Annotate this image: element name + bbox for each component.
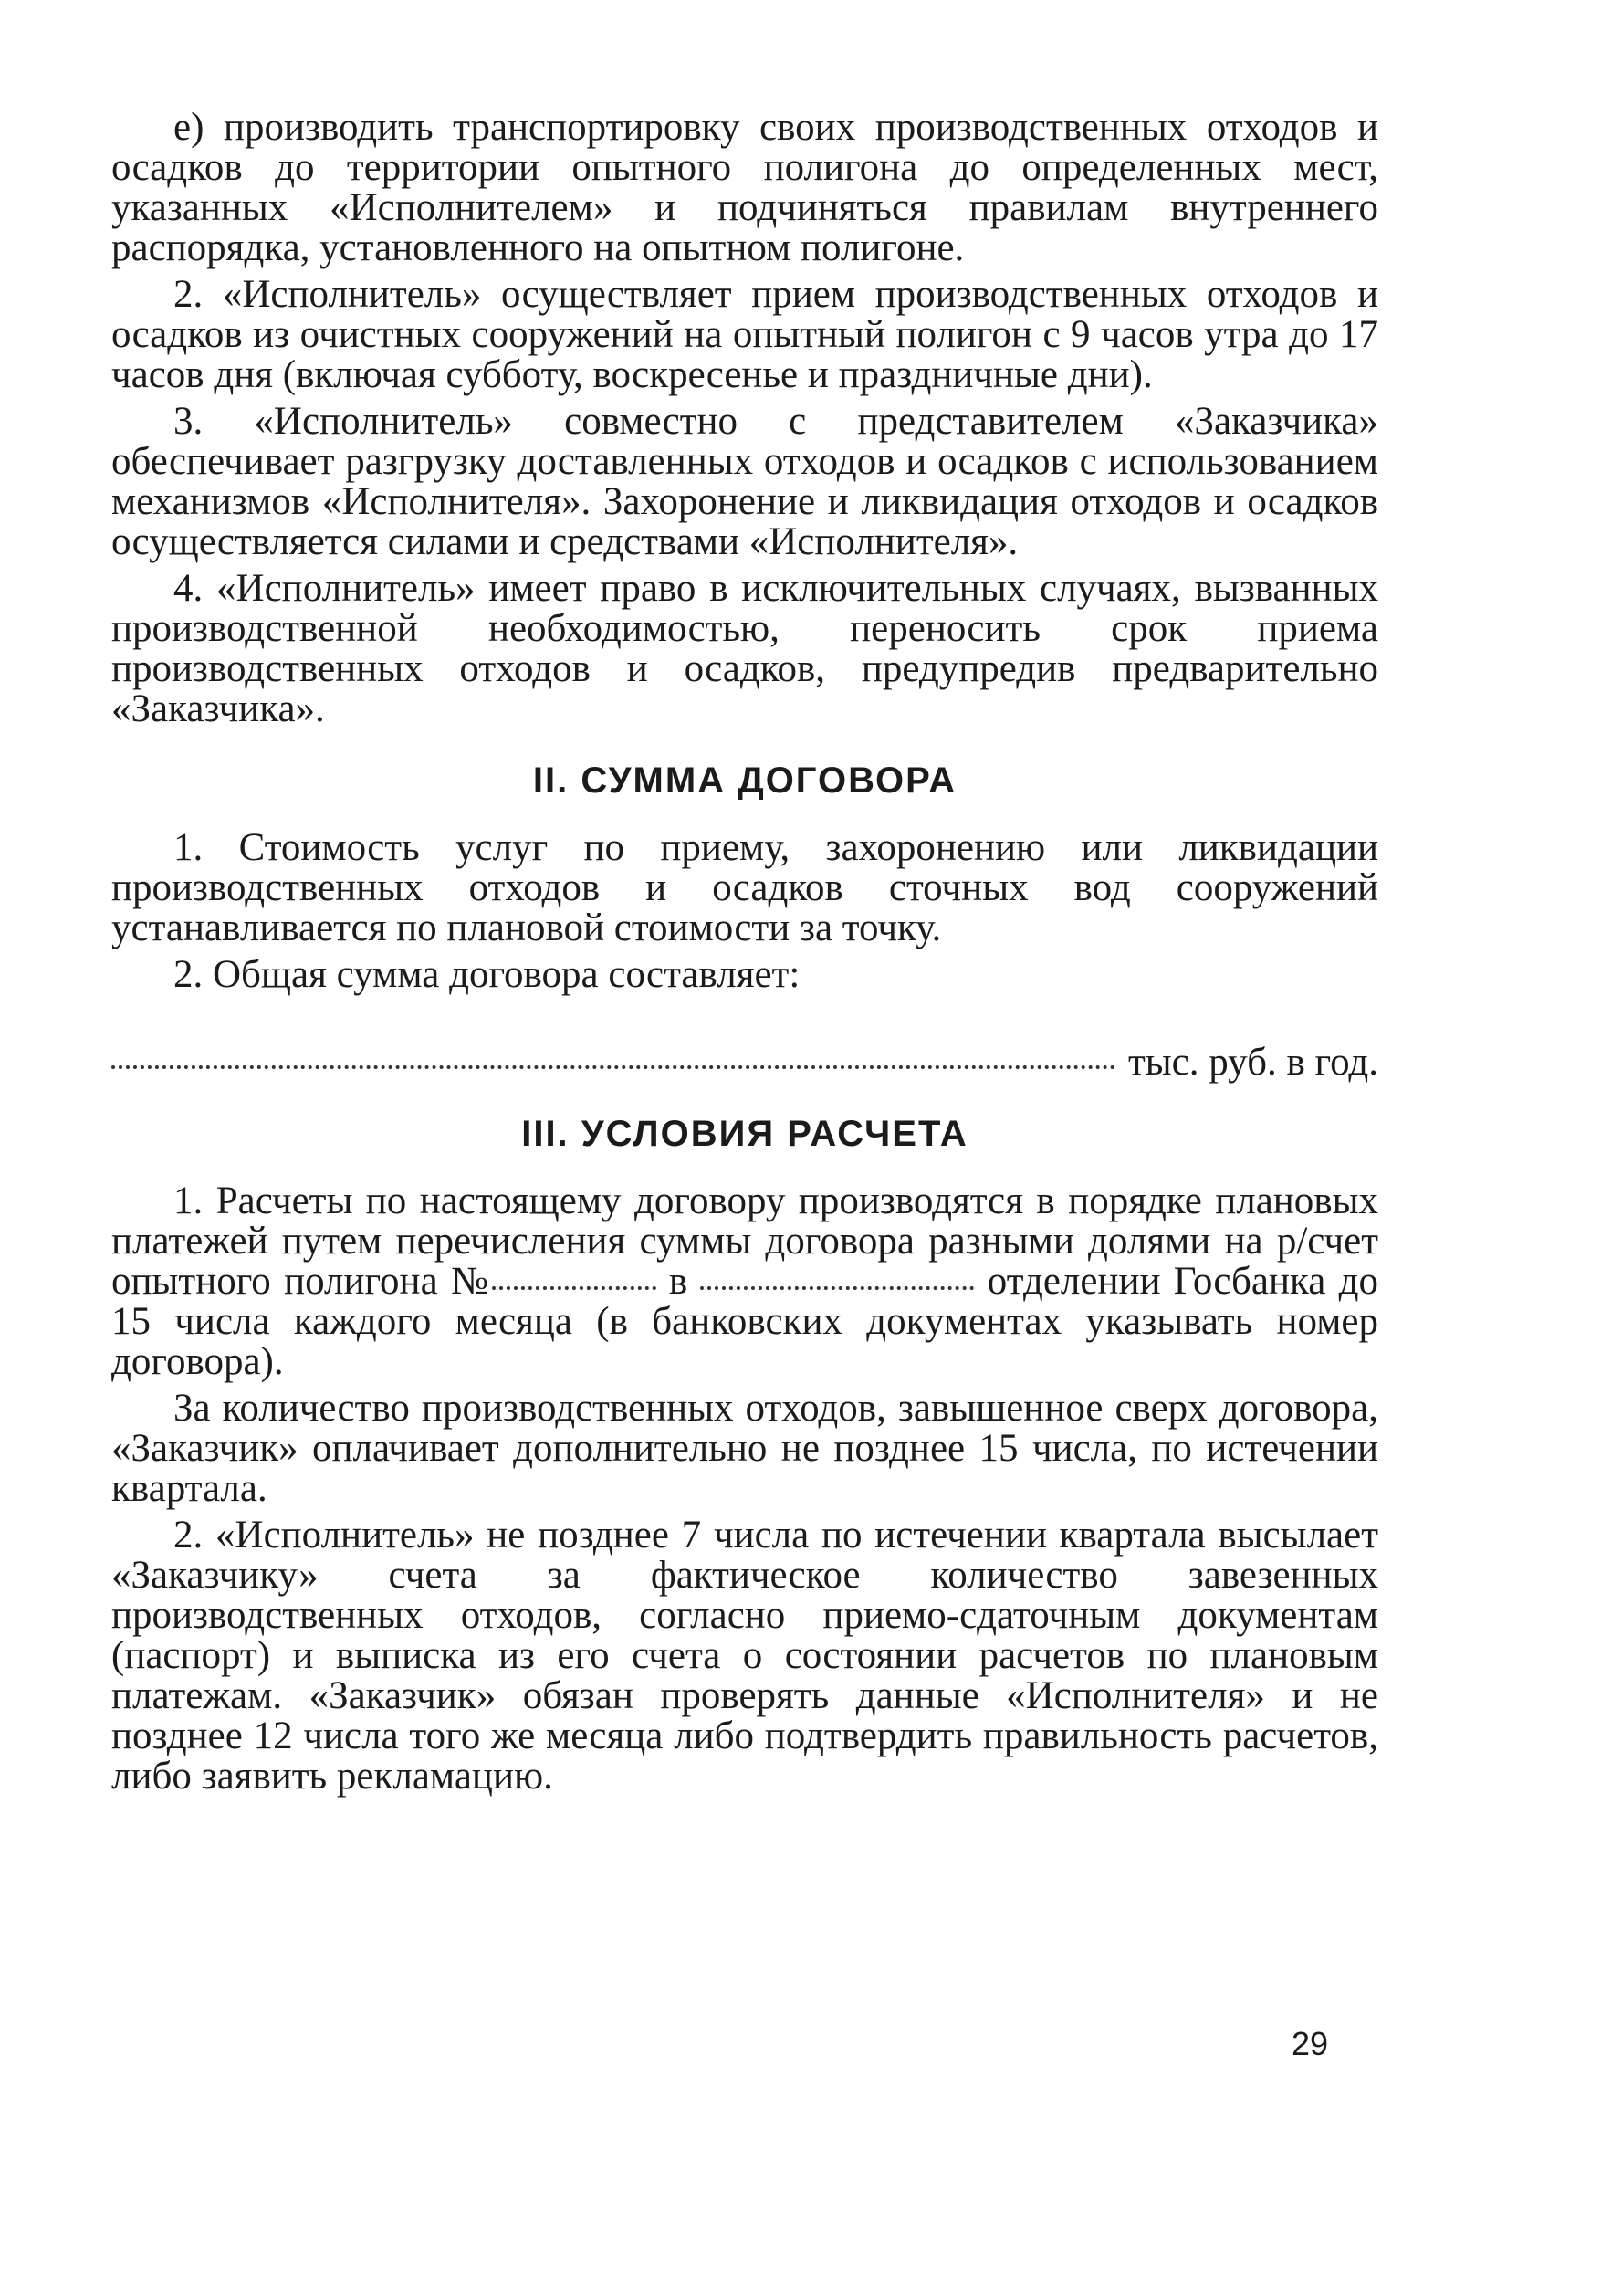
paragraph-extra-waste: За количество производственных отходов, завышенное сверх договора, «Заказчик» оплачивает дополнительно не позднее 15 числа, по истечении квартала. <box>111 1387 1378 1510</box>
paragraph-item-e: е) производить транспортировку своих производственных отходов и осадков до территории опытного полигона до определенных мест, указанных «Исполнителем» и подчиняться правилам внутреннего распорядка, установленного на опытном полигоне. <box>111 106 1378 269</box>
payments-text-part2: в <box>668 1260 688 1303</box>
polygon-number-blank <box>492 1286 656 1290</box>
section-heading-payment-terms: III. УСЛОВИЯ РАСЧЕТА <box>521 1114 968 1154</box>
payments-text-part1: 1. Расчеты по настоящему договору производятся в порядке плановых платежей путем перечисления суммы договора разными долями на р/счет опытного полигона № <box>111 1179 1378 1303</box>
document-page <box>111 108 1378 1803</box>
page-number: 29 <box>1292 2025 1329 2062</box>
sum-blank-field <box>111 1065 1115 1069</box>
paragraph-cost-of-services: 1. Стоимость услуг по приему, захоронению или ликвидации производственных отходов и осадков сточных вод сооружений устанавливается по плановой стоимости за точку. <box>111 826 1378 949</box>
sum-suffix: тыс. руб. в год. <box>1127 1041 1378 1084</box>
bank-branch-blank <box>700 1286 974 1290</box>
paragraph-item-3: 3. «Исполнитель» совместно с представителем «Заказчика» обеспечивает разгрузку доставленных отходов и осадков с использованием механизмов «Исполнителя». Захоронение и ликвидация отходов и осадков осуществляется силами и средствами «Исполнителя». <box>111 400 1378 563</box>
paragraph-item-2: 2. «Исполнитель» осуществляет прием производственных отходов и осадков из очистных сооружений на опытный полигон с 9 часов утра до 17 часов дня (включая субботу, воскресенье и праздничные дни). <box>111 273 1378 396</box>
paragraph-total-sum: 2. Общая сумма договора составляет: <box>173 953 801 996</box>
payments-text-part3: отделении Госбанка до 15 числа каждого месяца (в банковских документах указывать номер договора). <box>111 1260 1379 1383</box>
paragraph-item-4: 4. «Исполнитель» имеет право в исключительных случаях, вызванных производственной необходимостью, переносить срок приема производственных отходов и осадков, предупредив предварительно «Заказчика». <box>111 567 1378 730</box>
paragraph-payments <box>111 1181 1378 1382</box>
sum-fill-line <box>111 1043 1378 1083</box>
section-heading-contract-sum: II. СУММА ДОГОВОРА <box>532 760 958 801</box>
paragraph-invoices: 2. «Исполнитель» не позднее 7 числа по истечении квартала высылает «Заказчику» счета за фактическое количество завезенных производственных отходов, согласно приемо-сдаточным документам (паспорт) и выписка из его счета о состоянии расчетов по плановым платежам. «Заказчик» обязан проверять данные «Исполнителя» и не позднее 12 числа того же месяца либо подтвердить правильность расчетов, либо заявить рекламацию. <box>111 1514 1378 1798</box>
